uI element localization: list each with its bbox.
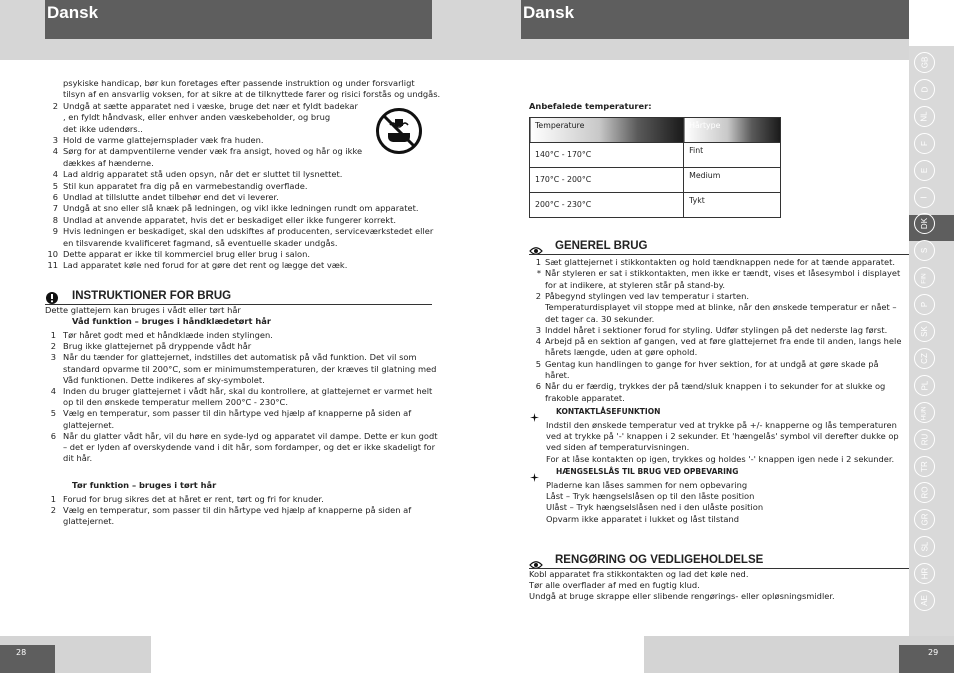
list-item: Undgå at sætte apparatet ned i væske, bruge det nær et fyldt badekar bbox=[63, 100, 358, 111]
list-item: Våd funktionen. Dette indikeres af sky-symbolet. bbox=[63, 374, 265, 385]
language-tab-label: TR bbox=[919, 460, 929, 472]
list-item: Sæt glattejernet i stikkontakten og hold tændknappen nede for at tænde apparatet. bbox=[545, 257, 896, 267]
language-tab-label: NL bbox=[919, 111, 929, 122]
language-tab-label: GR bbox=[920, 513, 929, 526]
list-item: Inddel håret i sektioner forud for styling. Udfør stylingen på det nederste lag først. bbox=[545, 324, 888, 335]
list-item: tilsyn af en ansvarlig voksen, for at sikre at de tilknyttede farer og risici forstås og undgås. bbox=[63, 89, 441, 100]
list-item-number: 4 bbox=[52, 146, 58, 157]
list-item-number: 9 bbox=[52, 226, 58, 237]
general-use-title: GENEREL BRUG bbox=[555, 240, 648, 252]
list-item-number: 3 bbox=[535, 324, 541, 335]
language-tab-e[interactable] bbox=[914, 160, 935, 181]
list-item-number: 1 bbox=[50, 494, 56, 504]
list-item: Lad apparatet køle ned forud for at gøre det rent og lægge det væk. bbox=[63, 260, 348, 271]
language-tab-hun[interactable] bbox=[914, 402, 935, 423]
list-item-number: 4 bbox=[535, 336, 541, 347]
list-item-number: 3 bbox=[50, 352, 56, 363]
list-item-number: 5 bbox=[52, 180, 58, 191]
list-item: Undlad at anvende apparatet, hvis det er beskadiget eller ikke fungerer korrekt. bbox=[63, 214, 396, 225]
language-tab-ru[interactable] bbox=[914, 429, 935, 450]
list-item: Lad aldrig apparatet stå uden opsyn, når det er sluttet til lysnettet. bbox=[63, 169, 343, 180]
list-item: Tør håret godt med et håndklæde inden stylingen. bbox=[63, 330, 273, 340]
list-item: for at indikere, at styleren står på stand-by. bbox=[545, 279, 725, 290]
text-line: Kobl apparatet fra stikkontakten og lad det køle ned. bbox=[529, 569, 749, 579]
list-item-number: 11 bbox=[47, 260, 58, 271]
language-tab-gb[interactable] bbox=[914, 52, 935, 73]
language-tab-label: GB bbox=[920, 56, 929, 69]
language-tab-cz[interactable] bbox=[914, 348, 935, 369]
text-line: ved at trykke på '-' knappen i 2 sekunder. Et 'hængelås' symbol vil derefter dukke op bbox=[546, 431, 899, 442]
no-bathtub-icon bbox=[375, 107, 423, 155]
language-tab-label: AE bbox=[919, 595, 929, 606]
eye-icon bbox=[529, 241, 543, 251]
list-item: Hvis ledningen er beskadiget, skal den udskiftes af producenten, serviceværkstedet eller bbox=[63, 226, 434, 237]
list-item: det tager ca. 30 sekunder. bbox=[545, 313, 655, 324]
text-line: Undgå at bruge skrappe eller slibende rengørings- eller opløsningsmidler. bbox=[529, 591, 835, 602]
instructions-intro: Dette glattejern kan bruges i vådt eller tørt hår bbox=[45, 305, 241, 315]
exclamation-icon bbox=[46, 289, 58, 301]
list-item: frakoble apparatet. bbox=[545, 392, 625, 403]
text-line: Tør alle overflader af med en fugtig klud. bbox=[529, 580, 700, 591]
language-tab-label: I bbox=[919, 195, 929, 199]
list-item-number: 6 bbox=[535, 381, 541, 392]
list-item: Arbejd på en sektion af gangen, ved at føre glattejernet fra ende til anden, langs hele bbox=[545, 336, 902, 347]
table-header-row bbox=[530, 118, 781, 143]
list-item-number: 6 bbox=[52, 192, 58, 202]
language-tab-f[interactable] bbox=[914, 133, 935, 154]
list-item: Undlad at tillslutte andet tilbehør end det vi leverer. bbox=[63, 192, 279, 202]
language-tab-d[interactable] bbox=[914, 79, 935, 100]
list-item: Forud for brug sikres det at håret er rent, tørt og fri for knuder. bbox=[63, 494, 324, 504]
language-tab-i[interactable] bbox=[914, 187, 935, 208]
cleaning-title: RENGØRING OG VEDLIGEHOLDELSE bbox=[555, 554, 764, 566]
list-item: Påbegynd stylingen ved lav temperatur i starten. bbox=[545, 290, 750, 301]
list-item: dækkes af hænderne. bbox=[63, 157, 154, 168]
list-item-number: 7 bbox=[52, 203, 58, 214]
list-item: psykiske handicap, bør kun foretages efter passende instruktion og under forsvarligt bbox=[63, 78, 415, 88]
table-row bbox=[530, 143, 781, 168]
list-item: Temperaturdisplayet vil stoppe med at blinke, når den ønskede temperatur er nået – bbox=[545, 302, 897, 313]
list-item: glattejernet. bbox=[63, 419, 115, 430]
text-line: Pladerne kan låses sammen for nem opbevaring bbox=[546, 480, 748, 490]
sparkle-icon bbox=[530, 467, 539, 476]
text-line: For at låse kontakten op igen, trykkes og holdes '-' knappen igen nede i 2 sekunder. bbox=[546, 453, 895, 464]
list-item-number: 3 bbox=[52, 135, 58, 145]
list-item-number: 4 bbox=[50, 386, 56, 396]
language-tab-tr[interactable] bbox=[914, 456, 935, 477]
list-item: op til den ønskede temperatur mellem 200°C - 230°C. bbox=[63, 397, 288, 408]
list-item-number: 6 bbox=[50, 430, 56, 441]
list-item: en tilsvarende kvalificeret fagmand, så eventuelle skader undgås. bbox=[63, 237, 338, 248]
language-tab-label: S bbox=[920, 248, 929, 254]
list-item: dit hår. bbox=[63, 453, 93, 464]
list-item-number: 2 bbox=[50, 341, 56, 352]
table-header-cell: Hårtype bbox=[684, 118, 781, 143]
list-item-number: 8 bbox=[52, 214, 58, 225]
list-item-number: 1 bbox=[50, 330, 56, 340]
table-row bbox=[530, 193, 781, 218]
text-line: Ulåst – Tryk hængselslåsen ned i den ulåste position bbox=[546, 502, 764, 513]
table-cell: Tykt bbox=[684, 193, 781, 218]
text-line: Opvarm ikke apparatet i lukket og låst tilstand bbox=[546, 513, 740, 524]
temperature-table bbox=[529, 117, 781, 218]
list-item: – det er lyden af overskydende vand i dit hår, som fordamper, og det er ikke skadeligt for bbox=[63, 442, 436, 452]
list-item: Når du glatter vådt hår, vil du høre en syde-lyd og apparatet vil dampe. Dette er kun godt bbox=[63, 430, 438, 441]
language-tab-nl[interactable] bbox=[914, 106, 935, 127]
list-item: det ikke udendørs.. bbox=[63, 123, 143, 134]
language-tab-label: CZ bbox=[919, 353, 929, 364]
list-item: Dette apparat er ikke til kommerciel brug eller brug i salon. bbox=[63, 249, 311, 259]
table-row bbox=[530, 168, 781, 193]
instructions-title: INSTRUKTIONER FOR BRUG bbox=[72, 290, 232, 302]
dry-function-title: Tør funktion – bruges i tørt hår bbox=[72, 480, 217, 490]
table-cell: 170°C - 200°C bbox=[530, 168, 684, 193]
list-item-number: 5 bbox=[50, 408, 56, 419]
list-item-number: 2 bbox=[52, 100, 58, 111]
left-page-number: 28 bbox=[0, 645, 55, 673]
sparkle-icon bbox=[530, 407, 539, 416]
list-item-number: 10 bbox=[47, 249, 58, 259]
language-tab-hr[interactable] bbox=[914, 563, 935, 584]
wet-function-title: Våd funktion – bruges i håndklædetørt hår bbox=[72, 316, 271, 326]
language-tab-label: SL bbox=[919, 541, 929, 552]
table-cell: Fint bbox=[684, 143, 781, 168]
list-item: , en fyldt håndvask, eller enhver anden væskebeholder, og brug bbox=[63, 112, 331, 123]
table-cell: Medium bbox=[684, 168, 781, 193]
list-item: Når du er færdig, trykkes der på tænd/sluk knappen i to sekunder for at slukke og bbox=[545, 381, 886, 392]
table-cell: 200°C - 230°C bbox=[530, 193, 684, 218]
list-item: Sørg for at dampventilerne vender væk fra ansigt, hoved og hår og ikke bbox=[63, 146, 363, 157]
list-item: hårets længde, uden at gøre ophold. bbox=[545, 347, 698, 358]
list-item: Stil kun apparatet fra dig på en varmebestandig overflade. bbox=[63, 180, 308, 191]
table-header-cell: Temperature bbox=[530, 118, 684, 143]
list-item: Undgå at sno eller slå knæk på ledningen, og vikl ikke ledningen rundt om apparatet. bbox=[63, 203, 419, 214]
language-tab-label: HUN bbox=[921, 406, 928, 421]
list-item: Når styleren er sat i stikkontakten, men ikke er tændt, vises et låsesymbol i displayet bbox=[545, 268, 901, 279]
language-tab-label: HR bbox=[920, 567, 929, 580]
eye-icon bbox=[529, 555, 543, 565]
language-tab-sk[interactable] bbox=[914, 321, 935, 342]
lock-function-title: KONTAKTLÅSEFUNKTION bbox=[556, 407, 661, 416]
language-tab-label: SK bbox=[919, 326, 929, 337]
list-item-number: 1 bbox=[535, 257, 541, 267]
list-item: Når du tænder for glattejernet, indstilles det automatisk på våd funktion. Det vil som bbox=[63, 352, 417, 363]
list-item-number: 5 bbox=[535, 358, 541, 369]
language-tab-label: RO bbox=[920, 486, 929, 499]
language-tab-p[interactable] bbox=[914, 294, 935, 315]
list-item: Gentag kun handlingen to gange for hver sektion, for at undgå at gøre skade på bbox=[545, 358, 879, 369]
general-use-rule bbox=[529, 254, 909, 255]
list-item: Inden du bruger glattejernet i vådt hår, skal du kontrollere, at glattejernet er varmet helt bbox=[63, 386, 433, 396]
text-line: ved siden af temperaturvisningen. bbox=[546, 442, 690, 453]
list-item-number: 2 bbox=[535, 290, 541, 301]
list-item: Brug ikke glattejernet på dryppende vådt hår bbox=[63, 341, 252, 352]
list-item: håret. bbox=[545, 370, 570, 380]
language-tab-ae[interactable] bbox=[914, 590, 935, 611]
temps-title: Anbefalede temperaturer: bbox=[529, 101, 652, 111]
language-tab-label: RU bbox=[920, 433, 929, 445]
text-line: Låst – Tryk hængselslåsen op til den låste position bbox=[546, 491, 755, 502]
hinge-lock-title: HÆNGSELSLÅS TIL BRUG VED OPBEVARING bbox=[556, 467, 739, 476]
language-tab-pl[interactable] bbox=[914, 375, 935, 396]
list-item: Vælg en temperatur, som passer til din hårtype ved hjælp af knapperne på siden af bbox=[63, 505, 412, 516]
list-item-number: 4 bbox=[52, 169, 58, 180]
language-tab-label: DK bbox=[920, 218, 929, 230]
language-tab-label: PL bbox=[919, 380, 929, 391]
list-item-number: 2 bbox=[50, 505, 56, 516]
right-page-header: Dansk bbox=[521, 0, 909, 39]
table-cell: 140°C - 170°C bbox=[530, 143, 684, 168]
language-tab-label: F bbox=[919, 140, 929, 146]
language-tab-label: E bbox=[920, 167, 929, 173]
language-tab-label: FIN bbox=[920, 273, 928, 284]
list-item-number: * bbox=[536, 268, 541, 279]
language-tab-label: D bbox=[920, 86, 929, 93]
list-item: standard opvarme til 200°C, som er minimumstemperaturen, der kræves til glatning med bbox=[63, 363, 437, 374]
language-tab-label: P bbox=[920, 301, 929, 308]
text-line: Indstil den ønskede temperatur ved at trykke på +/- knapperne og lås temperaturen bbox=[546, 420, 897, 430]
right-page-number: 29 bbox=[899, 645, 954, 673]
left-page-header: Dansk bbox=[45, 0, 432, 39]
list-item: Vælg en temperatur, som passer til din hårtype ved hjælp af knapperne på siden af bbox=[63, 408, 412, 419]
list-item: glattejernet. bbox=[63, 516, 115, 527]
list-item: Hold de varme glattejernsplader væk fra huden. bbox=[63, 135, 264, 145]
